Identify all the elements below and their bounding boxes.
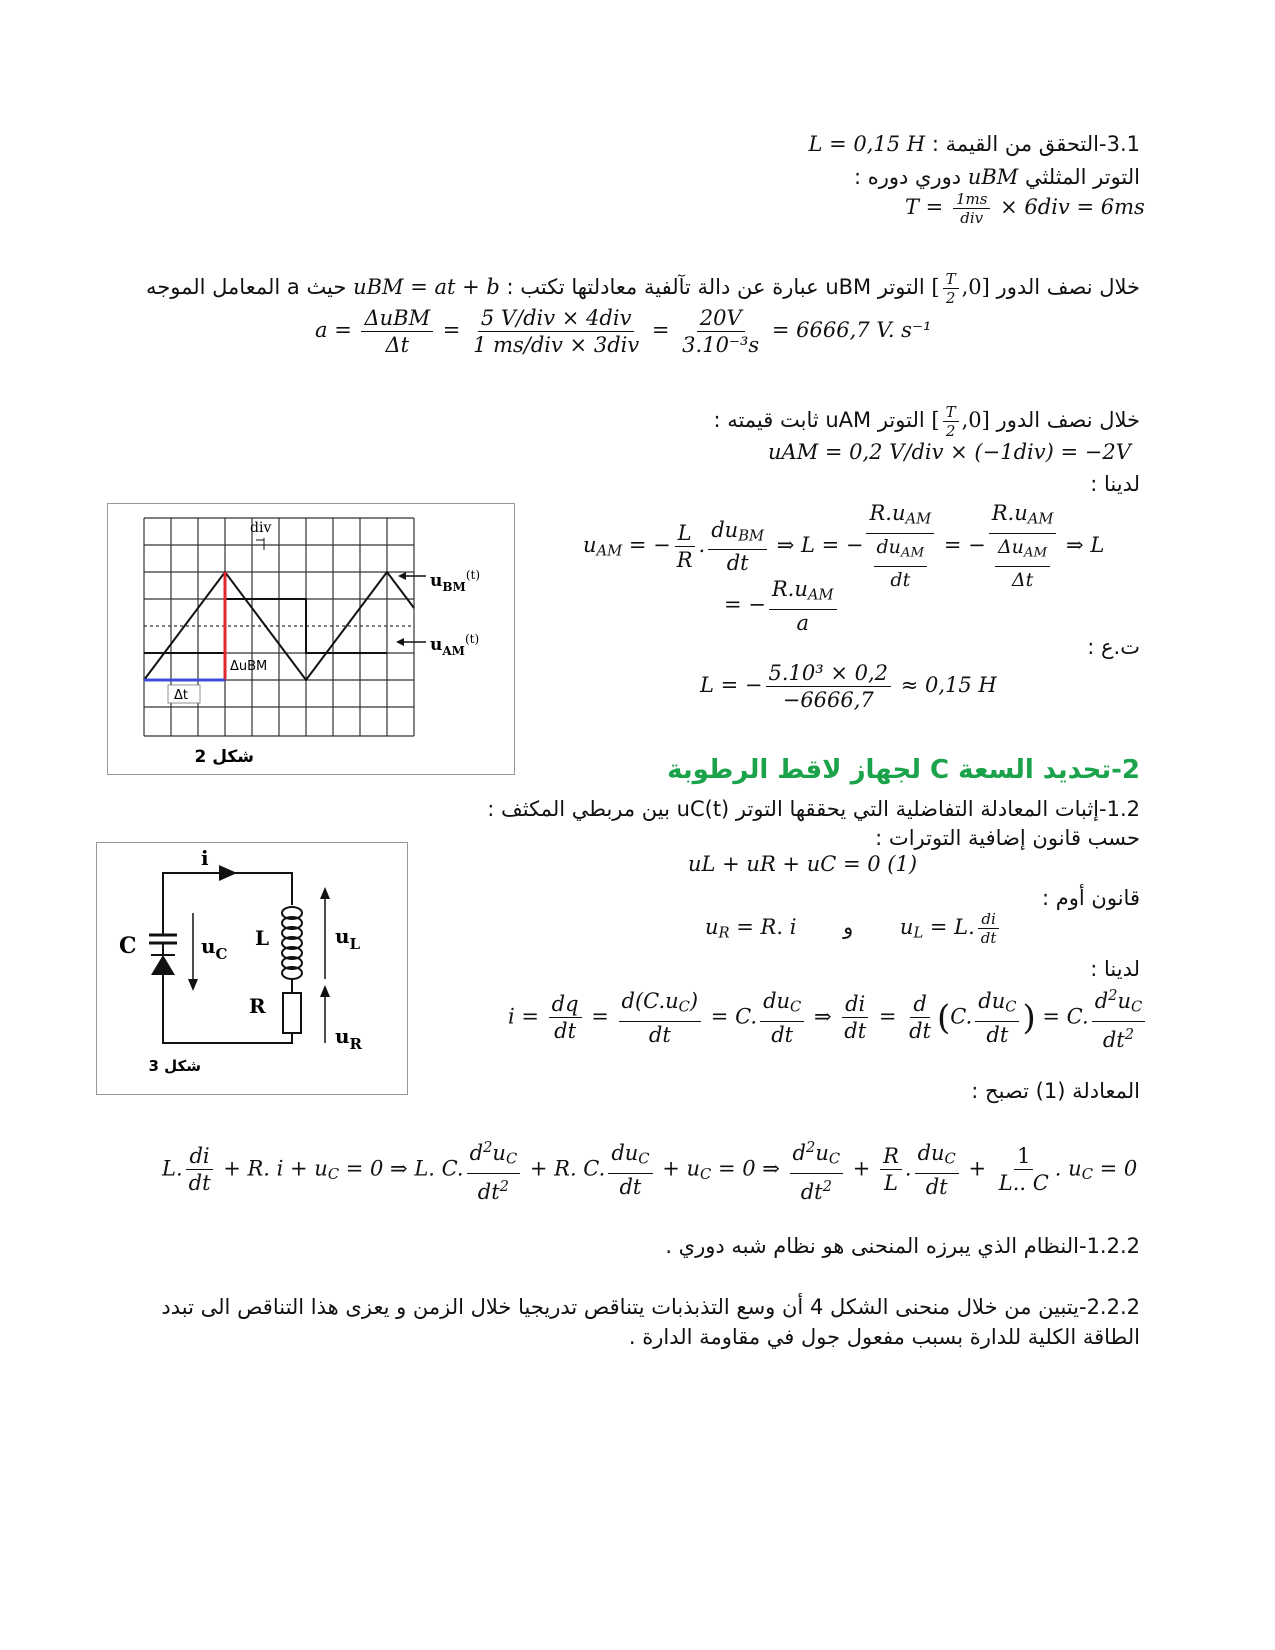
derivation-L-2: = − $\frac{R.u_{AM}}{a}$	[724, 576, 840, 636]
L-result: L = − $\frac{\text{5.10³ × 0,2}}{-6666,7}$ ≈ 0,15 H	[700, 661, 997, 712]
oscilloscope-graph	[108, 504, 514, 774]
half-period-line-1: خلال نصف الدور [0, $\frac{T}{2}$ ] التوتر uBM عبارة عن دالة تآلفية معادلتها تكتب : uBM = at + b حيث a المعامل الموجه	[146, 270, 1140, 307]
uR-label: $u_R$	[335, 1024, 363, 1053]
q-1-2: 1.2-إثبات المعادلة التفاضلية التي يحققها التوتر uC(t) بين مربطي المكثف :	[487, 797, 1140, 821]
answer-2-2-2: 2.2.2-يتبين من خلال منحنى الشكل 4 أن وسع التذبذبات يتناقص تدريجيا خلال الزمن و يعزى هذا التناقص الى تبدد الطاقة الكلية للدارة بسبب مفعول جول في مقاومة الدارة .	[161, 1295, 1140, 1349]
heading-eq: L = 0,15 H	[808, 132, 926, 156]
heading-3-1: 3.1-التحقق من القيمة : L = 0,15 H	[808, 132, 1140, 156]
rlc-circuit	[97, 843, 407, 1094]
slope-equation: a = $\frac{\text{ΔuBM}}{\Delta t}$ = $\frac{\text{5 V/div × 4div}}{\text{1 ms/div × 3div}}$ = $\frac{20V}{\text{3.10⁻³s}}$ = 6666,7 V. s⁻¹	[315, 306, 932, 357]
uam-legend: $u_{AM}^{(t)}$	[430, 632, 480, 658]
inductor-coil	[282, 907, 302, 979]
numeric-app: ت.ع :	[1087, 635, 1140, 659]
current-arrow	[219, 865, 237, 881]
ohm-law: قانون أوم :	[1042, 886, 1140, 910]
figure-3	[96, 842, 408, 1095]
uam-equation: uAM = 0,2 V/div × (−1div) = −2V	[768, 440, 1131, 464]
current-derivation: i = $\frac{dq}{dt}$ = $\frac{d(C.u_C)}{dt}$ = C. $\frac{du_C}{dt}$ ⇒ $\frac{di}{dt}$ = $\frac{d}{dt}$ (C. $\frac{du_C}{dt}$ ) = C. $\frac{d^2u_C}{dt^2}$	[508, 983, 1148, 1053]
law-additivity: حسب قانون إضافية التوترات :	[875, 826, 1140, 850]
delta-t-label: Δt	[174, 688, 188, 703]
ubm-legend: $u_{BM}^{(t)}$	[430, 568, 480, 594]
figure-3-caption: شكل 3	[148, 1057, 201, 1075]
R-label: R	[249, 994, 266, 1018]
differential-equation: L. $\frac{di}{dt}$ + R. $i + u_C = 0$ ⇒ L. C. $\frac{d^2u_C}{dt^2}$ + R. C. $\frac{du_C}{dt}$ + $u_C = 0$ ⇒ $\frac{d^2u_C}{dt^2}$ + $\frac{R}{L}$ . $\frac{du_C}{dt}$ + $\frac{1}{L.. C}$ . $u_C = 0$	[162, 1135, 1137, 1205]
section-2-title: 2-تحديد السعة C لجهاز لاقط الرطوبة	[667, 755, 1140, 785]
half-period-line-2: خلال نصف الدور [0, $\frac{T}{2}$ ] التوتر uAM ثابت قيمته :	[713, 403, 1140, 440]
resistor	[283, 993, 301, 1033]
varicap-diode	[151, 955, 175, 975]
C-label: C	[119, 933, 137, 959]
delta-u-label: ΔuBM	[230, 659, 268, 674]
ohm-equations: $u_R = R$. i و $u_L = L$. $\frac{di}{dt}$	[705, 910, 1002, 947]
i-label: i	[201, 846, 209, 870]
we-have-1: لدينا :	[1090, 472, 1140, 496]
period-equation: T = $\frac{1ms}{\text{div}}$ × 6div = 6ms	[905, 190, 1145, 227]
eq1-becomes: المعادلة (1) تصبح :	[971, 1079, 1140, 1103]
div-label: div	[250, 520, 272, 536]
period-intro: التوتر المثلثي uBM دوري دوره :	[853, 165, 1140, 189]
we-have-2: لدينا :	[1090, 957, 1140, 981]
L-label: L	[255, 926, 270, 950]
answer-1-2-2: 1.2.2-النظام الذي يبرزه المنحنى هو نظام شبه دوري .	[665, 1234, 1140, 1258]
uL-label: $u_L$	[335, 924, 361, 953]
equation-1: uL + uR + uC = 0 (1)	[688, 852, 918, 876]
figure-2	[107, 503, 515, 775]
uC-label: $u_C$	[201, 934, 228, 963]
derivation-L: $u_{AM}$ = − $\frac{L}{R}$ . $\frac{du_{BM}}{dt}$ ⇒ L = − $\frac{R.u_{AM}}{\frac{du_{AM}}{dt}}$ = − $\frac{R.u_{AM}}{\frac{\Delta u_{AM}}{\Delta t}}$ ⇒ L	[583, 501, 1105, 591]
figure-2-caption: شكل 2	[194, 747, 254, 767]
